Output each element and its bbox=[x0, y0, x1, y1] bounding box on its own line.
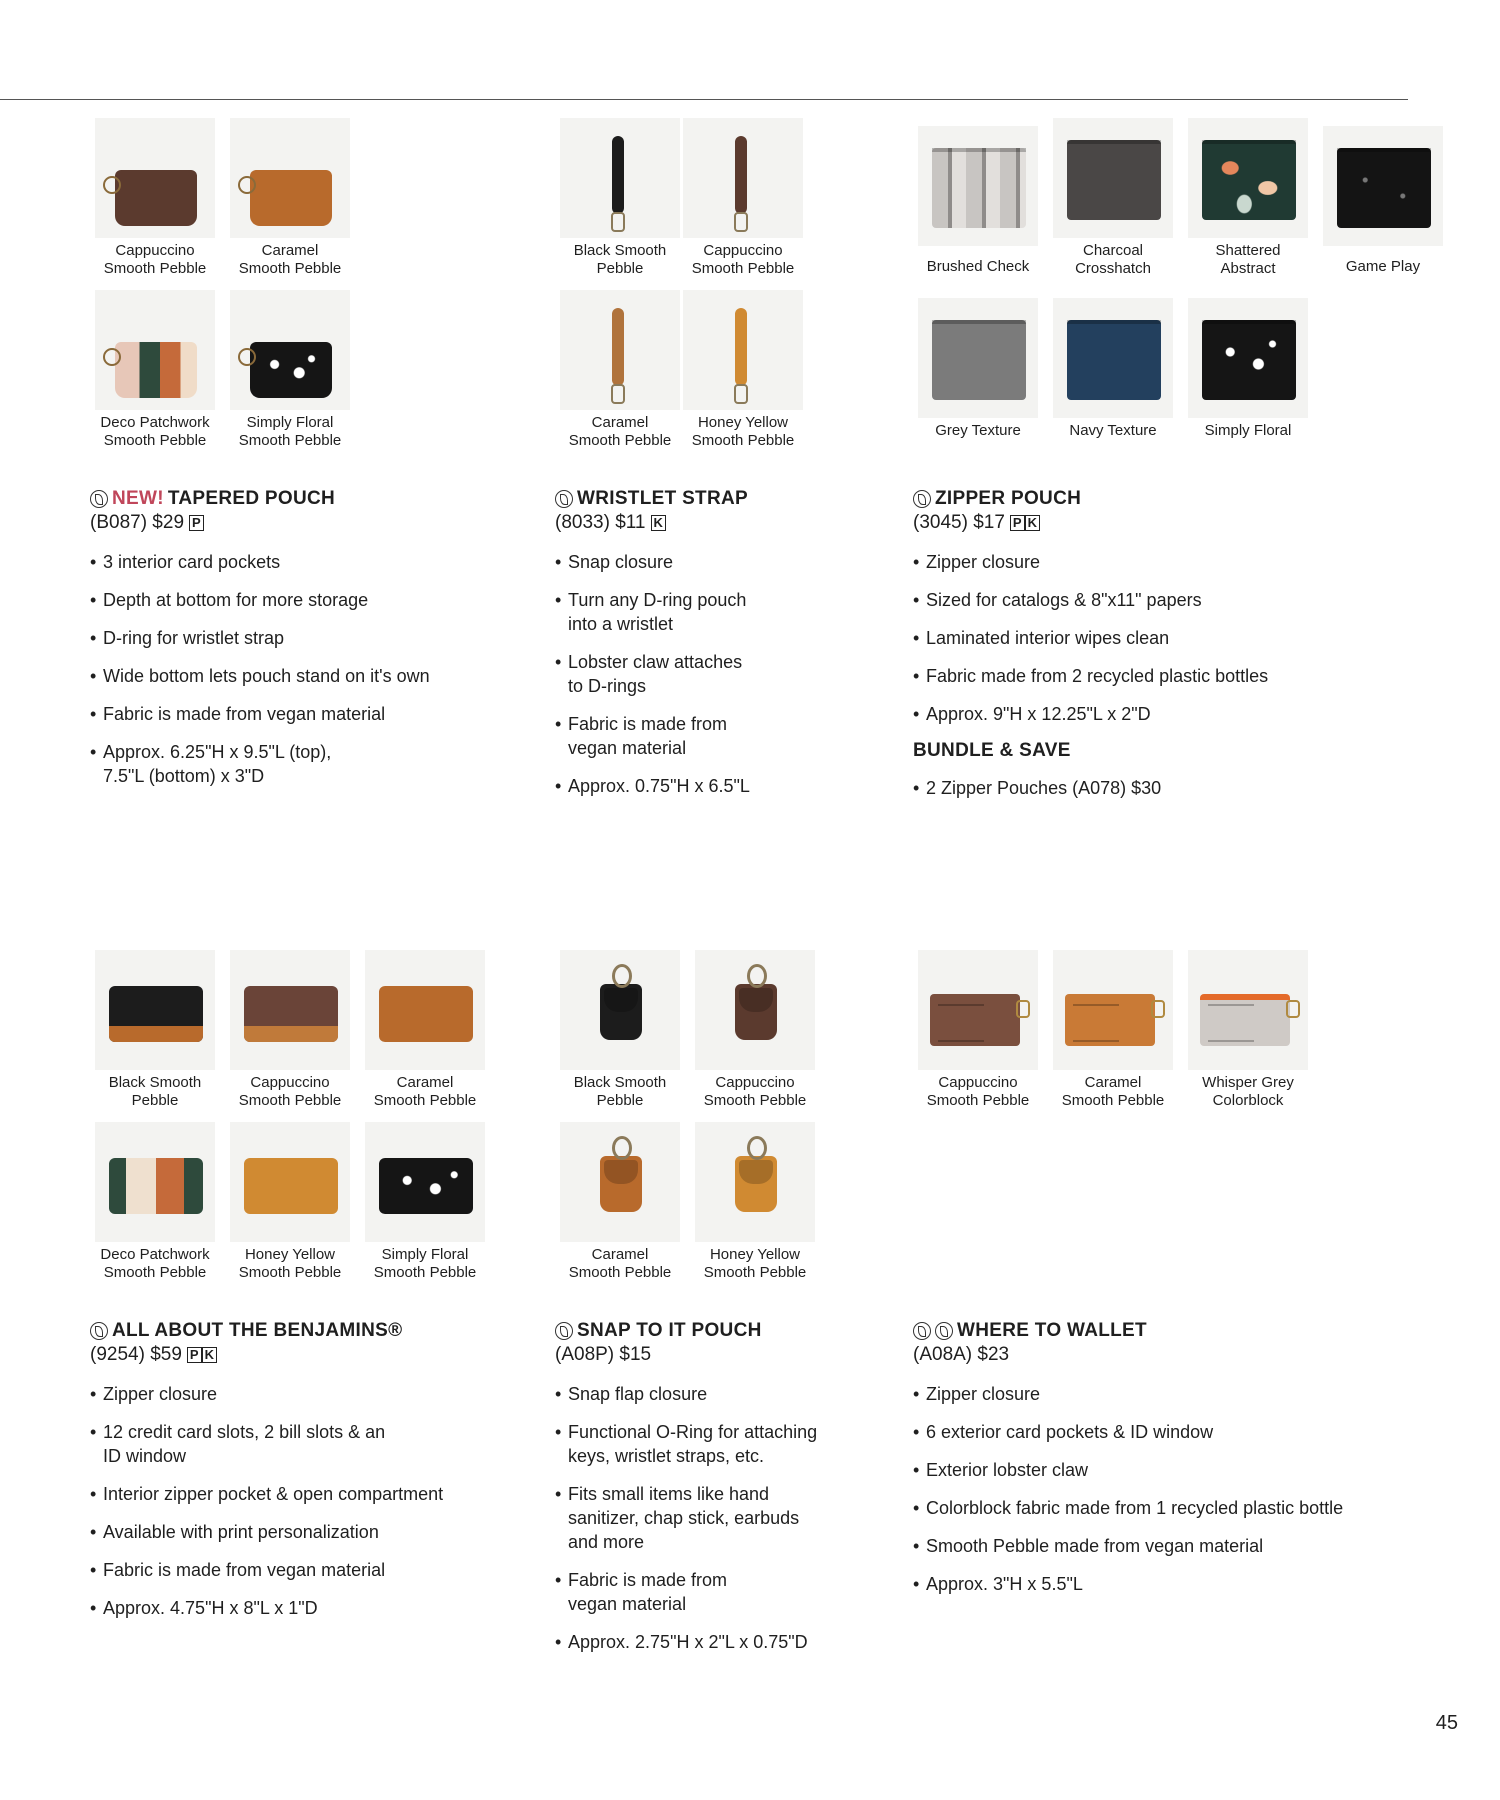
swatch-caption: Brushed Check bbox=[926, 258, 1030, 275]
wallet-image bbox=[109, 986, 203, 1042]
swatch-cappuccino bbox=[690, 950, 820, 1110]
snap-pouch-image bbox=[600, 984, 642, 1040]
feature-item: • Sized for catalogs & 8"x11" papers bbox=[913, 588, 1433, 612]
swatch-caption: Black Smooth Pebble bbox=[573, 1074, 667, 1109]
feature-item: • Zipper closure bbox=[90, 1382, 510, 1406]
recycled-icon bbox=[913, 490, 931, 508]
feature-item: • Approx. 4.75"H x 8"L x 1"D bbox=[90, 1596, 510, 1620]
wallet-image bbox=[244, 986, 338, 1042]
swatch-caramel bbox=[555, 1122, 685, 1282]
feature-item: • Colorblock fabric made from 1 recycled plastic bottle bbox=[913, 1496, 1433, 1520]
feature-item: • D-ring for wristlet strap bbox=[90, 626, 490, 650]
feature-item: • Approx. 2.75"H x 2"L x 0.75"D bbox=[555, 1630, 885, 1654]
zipper-pouch-image bbox=[932, 148, 1026, 228]
card-wallet-image bbox=[1065, 994, 1155, 1046]
snap-pouch-image bbox=[600, 1156, 642, 1212]
feature-item: • Laminated interior wipes clean bbox=[913, 626, 1433, 650]
personalization-badge: P bbox=[1010, 515, 1025, 531]
swatch-simply-floral bbox=[360, 1122, 490, 1282]
product-code-price bbox=[913, 1344, 1433, 1366]
personalization-badge: K bbox=[202, 1347, 217, 1363]
feature-item: • Wide bottom lets pouch stand on it's own bbox=[90, 664, 490, 688]
feature-item: • Available with print personalization bbox=[90, 1520, 510, 1544]
code-price: (8033) $11 bbox=[555, 512, 646, 533]
swatch-grid bbox=[90, 950, 510, 1320]
feature-item: • Turn any D-ring pouch into a wristlet bbox=[555, 588, 875, 636]
swatch-black bbox=[90, 950, 220, 1110]
swatch-caption: Cappuccino Smooth Pebble bbox=[926, 1074, 1030, 1109]
card-wallet-image bbox=[1200, 994, 1290, 1046]
snap-pouch-image bbox=[735, 1156, 777, 1212]
feature-item: • Functional O-Ring for attaching keys, wristlet straps, etc. bbox=[555, 1420, 885, 1468]
swatch-caption: Grey Texture bbox=[935, 422, 1021, 439]
pouch-image bbox=[115, 342, 197, 398]
vegan-leaf-icon bbox=[555, 1322, 573, 1340]
swatch-honey bbox=[678, 290, 808, 450]
strap-image bbox=[735, 136, 747, 214]
feature-list bbox=[913, 550, 1433, 726]
swatch-caption: Simply Floral Smooth Pebble bbox=[373, 1246, 477, 1281]
personalization-badge: P bbox=[187, 1347, 202, 1363]
feature-list bbox=[555, 1382, 885, 1654]
swatch-caption: Whisper Grey Colorblock bbox=[1202, 1074, 1294, 1109]
feature-item: • Exterior lobster claw bbox=[913, 1458, 1433, 1482]
vegan-leaf-icon bbox=[90, 1322, 108, 1340]
feature-item: • Lobster claw attaches to D-rings bbox=[555, 650, 875, 698]
swatch-black bbox=[555, 950, 685, 1110]
feature-item: • Depth at bottom for more storage bbox=[90, 588, 490, 612]
strap-image bbox=[612, 308, 624, 386]
product-name: WRISTLET STRAP bbox=[577, 488, 748, 509]
code-price: (9254) $59 bbox=[90, 1344, 182, 1365]
swatch-caption: Charcoal Crosshatch bbox=[1075, 242, 1151, 277]
card-wallet-image bbox=[930, 994, 1020, 1046]
swatch-grid bbox=[555, 950, 885, 1320]
top-rule bbox=[0, 99, 1408, 100]
swatch-caption: Shattered Abstract bbox=[1215, 242, 1281, 277]
feature-list bbox=[90, 550, 490, 788]
feature-list bbox=[555, 550, 875, 798]
zipper-pouch-image bbox=[1067, 140, 1161, 220]
feature-item: • Snap closure bbox=[555, 550, 875, 574]
feature-item: • 12 credit card slots, 2 bill slots & an ID window bbox=[90, 1420, 510, 1468]
recycled-icon bbox=[913, 1322, 931, 1340]
swatch-caption: Cappuccino Smooth Pebble bbox=[691, 242, 795, 277]
swatch-cappuccino bbox=[225, 950, 355, 1110]
swatch-caption: Black Smooth Pebble bbox=[108, 1074, 202, 1109]
swatch-caption: Caramel Smooth Pebble bbox=[568, 1246, 672, 1281]
section-tapered-pouch bbox=[90, 118, 490, 802]
swatch-game-play bbox=[1318, 126, 1448, 276]
code-price: (A08P) $15 bbox=[555, 1344, 652, 1365]
wallet-image bbox=[244, 1158, 338, 1214]
swatch-caption: Game Play bbox=[1345, 258, 1421, 275]
swatch-caption: Simply Floral Smooth Pebble bbox=[238, 414, 342, 449]
snap-pouch-image bbox=[735, 984, 777, 1040]
product-title bbox=[90, 488, 490, 510]
swatch-caption: Caramel Smooth Pebble bbox=[373, 1074, 477, 1109]
swatch-navy-texture bbox=[1048, 298, 1178, 440]
feature-item: • 6 exterior card pockets & ID window bbox=[913, 1420, 1433, 1444]
product-code-price bbox=[90, 512, 490, 534]
feature-item: • Interior zipper pocket & open compartment bbox=[90, 1482, 510, 1506]
zipper-pouch-image bbox=[1202, 140, 1296, 220]
feature-item: • Zipper closure bbox=[913, 1382, 1433, 1406]
product-title bbox=[555, 488, 875, 510]
pouch-image bbox=[250, 170, 332, 226]
section-zipper-pouch bbox=[913, 118, 1433, 814]
feature-item: • Approx. 6.25"H x 9.5"L (top), 7.5"L (bottom) x 3"D bbox=[90, 740, 490, 788]
swatch-caption: Deco Patchwork Smooth Pebble bbox=[100, 414, 210, 449]
zipper-pouch-image bbox=[932, 320, 1026, 400]
feature-list bbox=[913, 1382, 1433, 1596]
feature-item: • Approx. 3"H x 5.5"L bbox=[913, 1572, 1433, 1596]
pouch-image bbox=[250, 342, 332, 398]
swatch-caption: Simply Floral bbox=[1204, 422, 1292, 439]
feature-item: • Smooth Pebble made from vegan material bbox=[913, 1534, 1433, 1558]
swatch-caramel bbox=[225, 118, 355, 278]
zipper-pouch-image bbox=[1067, 320, 1161, 400]
product-title bbox=[913, 488, 1433, 510]
bundle-heading: BUNDLE & SAVE bbox=[913, 740, 1071, 761]
product-code-price bbox=[555, 1344, 885, 1366]
section-wristlet-strap bbox=[555, 118, 875, 812]
swatch-honey bbox=[690, 1122, 820, 1282]
feature-item: • Fabric is made from vegan material bbox=[555, 712, 875, 760]
vegan-leaf-icon bbox=[555, 490, 573, 508]
swatch-cappuccino bbox=[90, 118, 220, 278]
personalization-badge: P bbox=[189, 515, 204, 531]
product-name: ALL ABOUT THE BENJAMINS® bbox=[112, 1320, 403, 1341]
feature-list bbox=[90, 1382, 510, 1620]
swatch-charcoal-crosshatch bbox=[1048, 118, 1178, 278]
new-label: NEW! bbox=[112, 488, 164, 509]
pouch-image bbox=[115, 170, 197, 226]
swatch-cappuccino bbox=[678, 118, 808, 278]
swatch-caption: Navy Texture bbox=[1069, 422, 1157, 439]
bundle-list bbox=[913, 776, 1433, 800]
swatch-simply-floral bbox=[225, 290, 355, 450]
zipper-pouch-image bbox=[1337, 148, 1431, 228]
swatch-grid bbox=[90, 118, 490, 488]
swatch-caption: Caramel Smooth Pebble bbox=[568, 414, 672, 449]
code-price: (3045) $17 bbox=[913, 512, 1005, 533]
swatch-shattered-abstract bbox=[1183, 118, 1313, 278]
feature-item: • 3 interior card pockets bbox=[90, 550, 490, 574]
swatch-brushed-check bbox=[913, 126, 1043, 276]
swatch-caramel bbox=[1048, 950, 1178, 1110]
code-price: (B087) $29 bbox=[90, 512, 185, 533]
swatch-caption: Cappuccino Smooth Pebble bbox=[103, 242, 207, 277]
feature-item: • Fabric is made from vegan material bbox=[90, 702, 490, 726]
swatch-caption: Cappuccino Smooth Pebble bbox=[238, 1074, 342, 1109]
swatch-caption: Black Smooth Pebble bbox=[573, 242, 667, 277]
swatch-deco-patchwork bbox=[90, 290, 220, 450]
swatch-caption: Honey Yellow Smooth Pebble bbox=[691, 414, 795, 449]
swatch-caption: Deco Patchwork Smooth Pebble bbox=[100, 1246, 210, 1281]
swatch-grid bbox=[555, 118, 875, 488]
swatch-grid bbox=[913, 950, 1433, 1320]
feature-item: • Approx. 0.75"H x 6.5"L bbox=[555, 774, 875, 798]
section-snap-to-it-pouch bbox=[555, 950, 885, 1668]
section-where-to-wallet bbox=[913, 950, 1433, 1610]
wallet-image bbox=[379, 1158, 473, 1214]
product-name: TAPERED POUCH bbox=[167, 488, 336, 509]
swatch-cappuccino bbox=[913, 950, 1043, 1110]
product-code-price bbox=[90, 1344, 510, 1366]
personalization-badge: K bbox=[1025, 515, 1040, 531]
vegan-leaf-icon bbox=[935, 1322, 953, 1340]
swatch-black bbox=[555, 118, 685, 278]
section-all-about-the-benjamins bbox=[90, 950, 510, 1634]
strap-image bbox=[612, 136, 624, 214]
product-title bbox=[90, 1320, 510, 1342]
wallet-image bbox=[109, 1158, 203, 1214]
feature-item: • Fits small items like hand sanitizer, chap stick, earbuds and more bbox=[555, 1482, 885, 1554]
swatch-caramel bbox=[555, 290, 685, 450]
swatch-caption: Honey Yellow Smooth Pebble bbox=[703, 1246, 807, 1281]
swatch-grey-texture bbox=[913, 298, 1043, 440]
swatch-caption: Honey Yellow Smooth Pebble bbox=[238, 1246, 342, 1281]
wallet-image bbox=[379, 986, 473, 1042]
code-price: (A08A) $23 bbox=[913, 1344, 1010, 1365]
swatch-honey bbox=[225, 1122, 355, 1282]
product-title bbox=[555, 1320, 885, 1342]
product-name: SNAP TO IT POUCH bbox=[577, 1320, 762, 1341]
product-title bbox=[913, 1320, 1433, 1342]
feature-item: • Zipper closure bbox=[913, 550, 1433, 574]
product-name: ZIPPER POUCH bbox=[935, 488, 1082, 509]
product-name: WHERE TO WALLET bbox=[957, 1320, 1147, 1341]
swatch-caption: Cappuccino Smooth Pebble bbox=[703, 1074, 807, 1109]
swatch-caption: Caramel Smooth Pebble bbox=[1061, 1074, 1165, 1109]
personalization-badge: K bbox=[651, 515, 666, 531]
feature-item: • Approx. 9"H x 12.25"L x 2"D bbox=[913, 702, 1433, 726]
feature-item: • Fabric is made from vegan material bbox=[90, 1558, 510, 1582]
product-code-price bbox=[555, 512, 875, 534]
page-number: 45 bbox=[1435, 1712, 1458, 1734]
product-code-price bbox=[913, 512, 1433, 534]
strap-image bbox=[735, 308, 747, 386]
swatch-deco-patchwork bbox=[90, 1122, 220, 1282]
feature-item: • Snap flap closure bbox=[555, 1382, 885, 1406]
swatch-caramel bbox=[360, 950, 490, 1110]
bundle-item: • 2 Zipper Pouches (A078) $30 bbox=[913, 776, 1433, 800]
vegan-leaf-icon bbox=[90, 490, 108, 508]
swatch-grid bbox=[913, 118, 1433, 488]
swatch-whisper-grey bbox=[1183, 950, 1313, 1110]
swatch-caption: Caramel Smooth Pebble bbox=[238, 242, 342, 277]
zipper-pouch-image bbox=[1202, 320, 1296, 400]
feature-item: • Fabric made from 2 recycled plastic bottles bbox=[913, 664, 1433, 688]
feature-item: • Fabric is made from vegan material bbox=[555, 1568, 885, 1616]
swatch-simply-floral bbox=[1183, 298, 1313, 440]
